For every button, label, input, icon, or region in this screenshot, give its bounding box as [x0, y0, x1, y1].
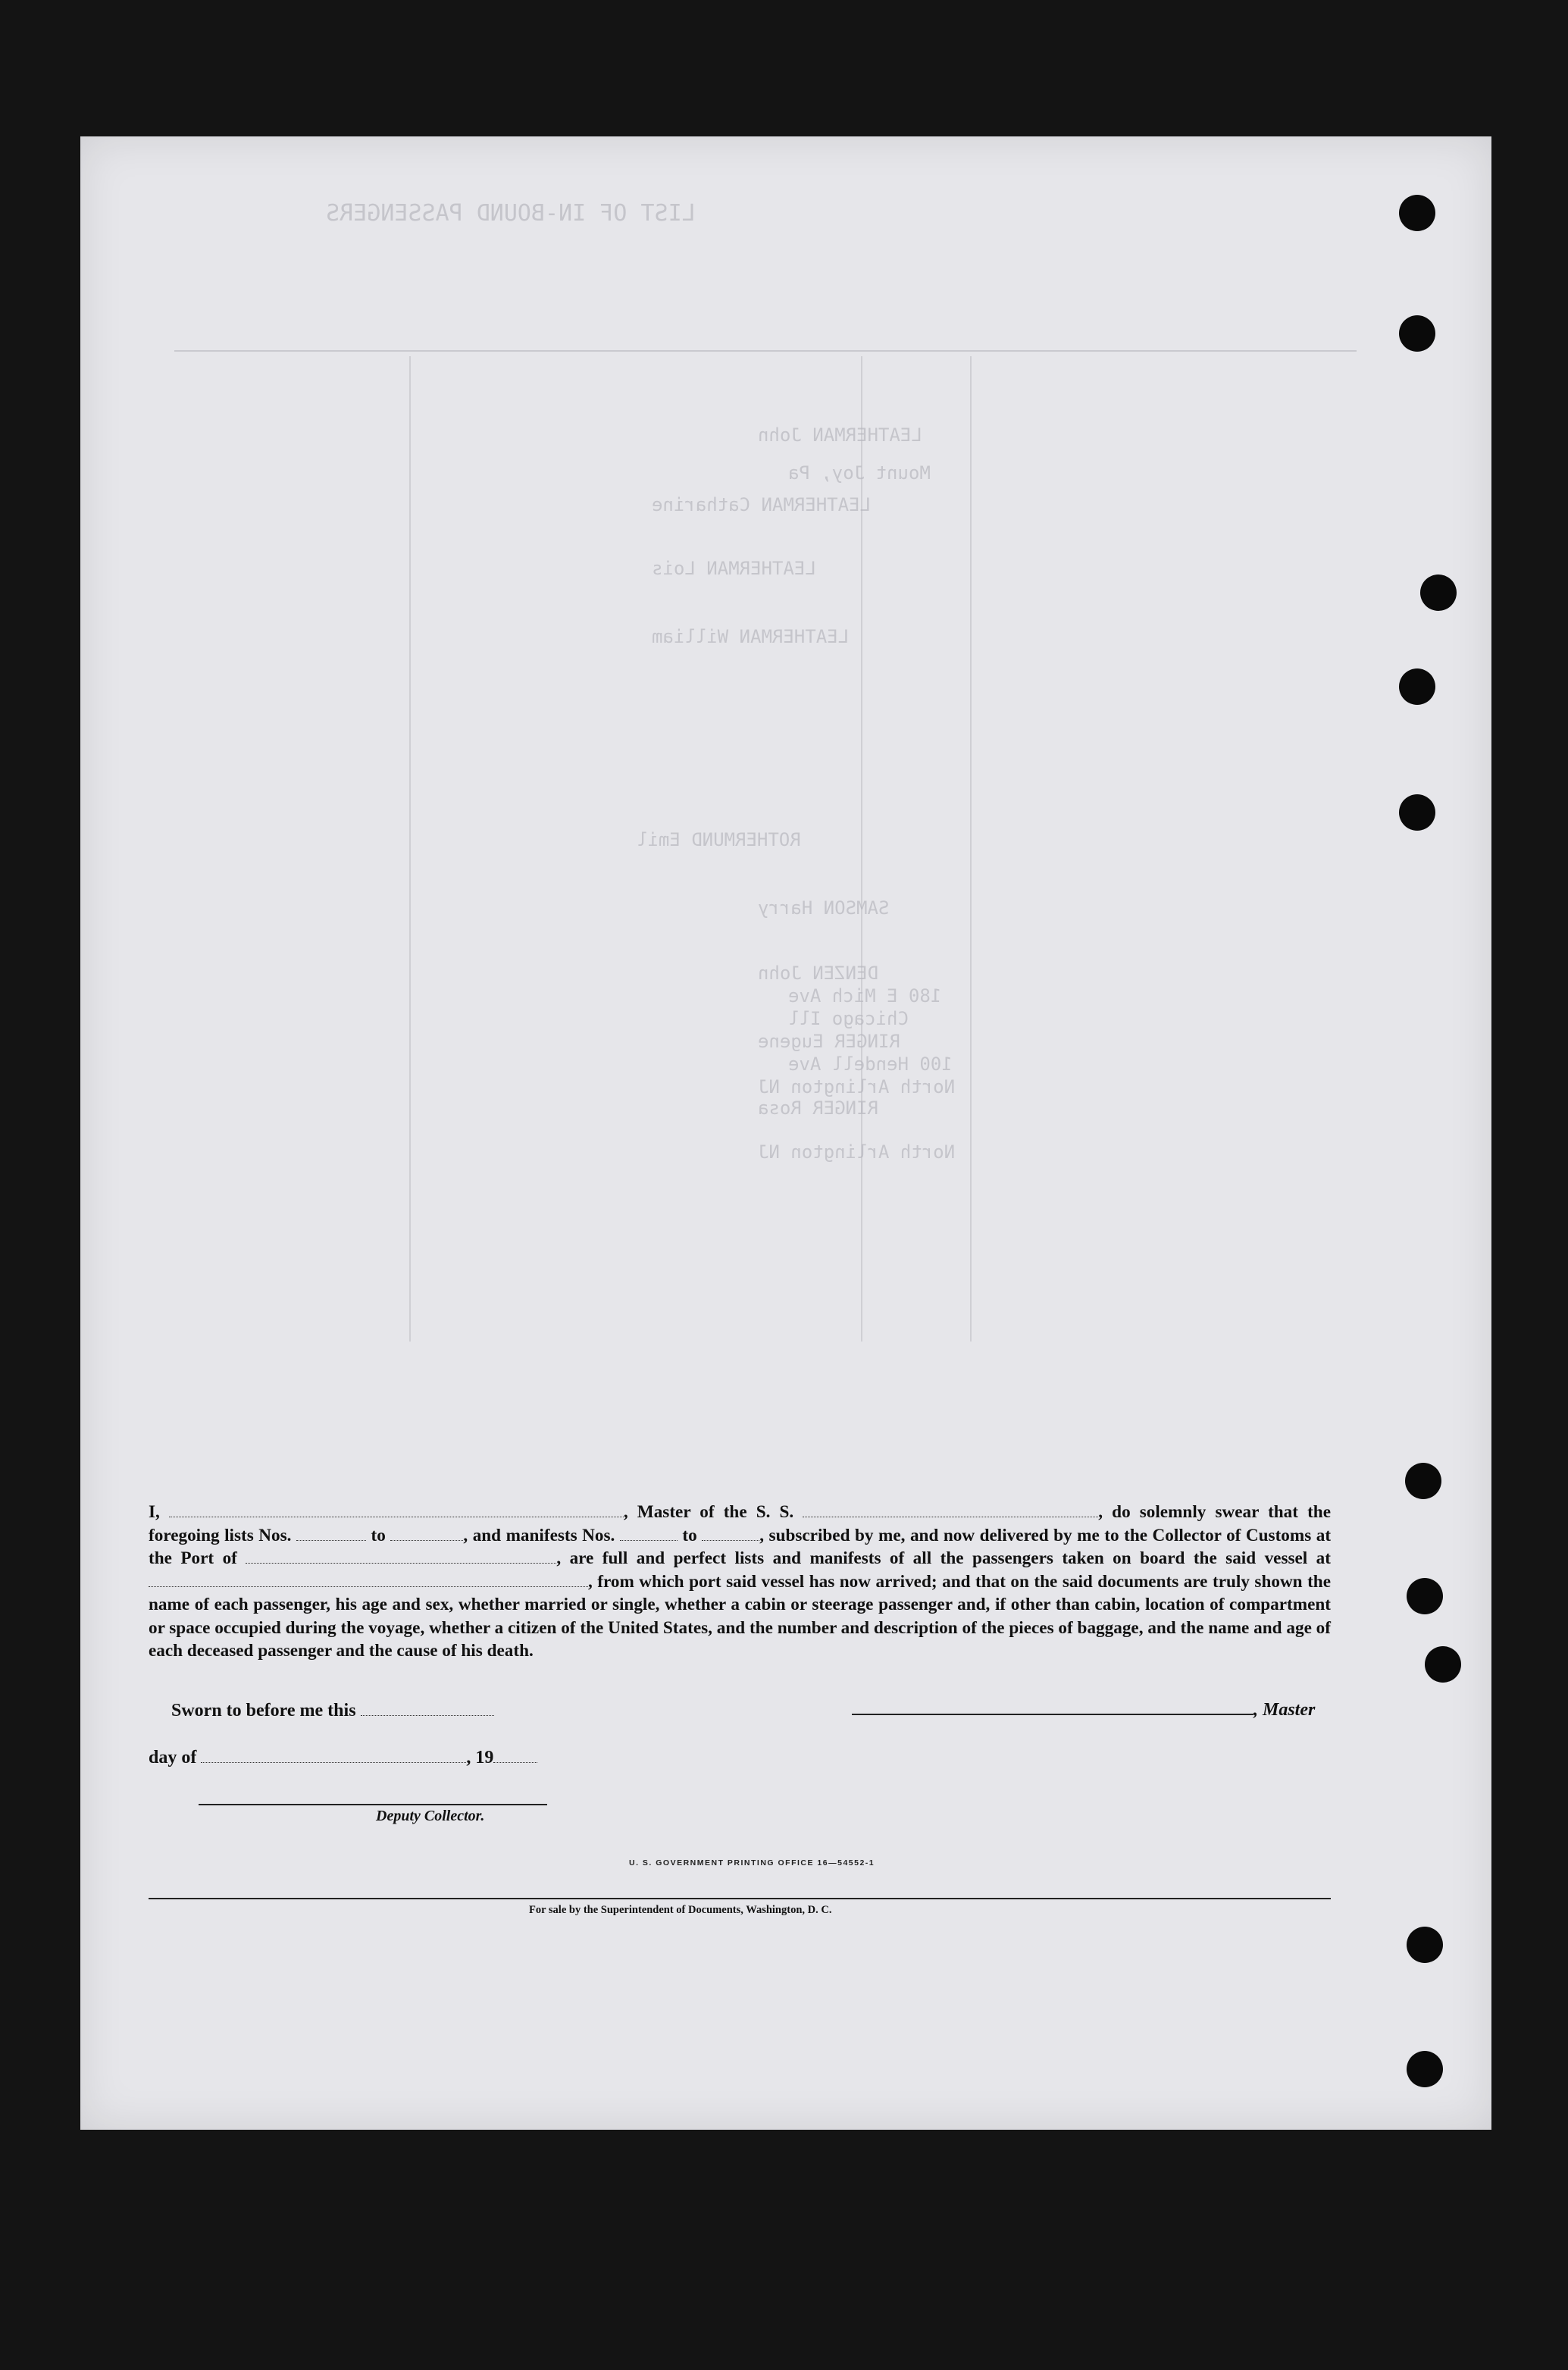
master-oath-paragraph: [149, 1501, 1331, 1663]
list-no-from-field[interactable]: [296, 1525, 366, 1541]
sale-notice: For sale by the Superintendent of Documents, Washington, D. C.: [529, 1904, 832, 1916]
ghost-entry: Mount Joy, Pa: [788, 462, 931, 484]
year-label: , 19: [466, 1748, 494, 1767]
manifest-no-to-field[interactable]: [702, 1525, 759, 1541]
ghost-entry: SAMSON Harry: [758, 897, 890, 919]
ghost-entry: RINGER Rosa: [758, 1097, 878, 1119]
year-field[interactable]: [493, 1747, 537, 1763]
oath-text: , do solemnly swear that the foregoing lists Nos.: [149, 1502, 1331, 1545]
day-label: day of: [149, 1748, 197, 1767]
printer-mark: U. S. GOVERNMENT PRINTING OFFICE 16—54552-1: [629, 1858, 875, 1868]
punch-hole: [1407, 2051, 1443, 2087]
punch-hole: [1425, 1646, 1461, 1683]
ghost-entry: 180 E Mich Ave: [788, 985, 942, 1007]
oath-text: , Master of the S. S.: [623, 1502, 794, 1522]
day-row: [149, 1747, 537, 1768]
divider: [149, 1898, 1331, 1899]
ghost-entry: LEATHERMAN Catharine: [652, 494, 871, 515]
oath-text: to: [371, 1525, 386, 1545]
oath-text: , from which port said vessel has now arrived; and that on the said documents are truly shown the name of each passenger, his age and sex, whether married or single, whether a cabin or steerage passenger and, if other than cabin, location of compartment or space occupied during the voyage, whether a citizen of the United States, and the number and description of the pieces of baggage, and the name and age of each deceased passenger and the cause of his death.: [149, 1571, 1331, 1661]
ghost-header: LIST OF IN-BOUND PASSENGERS: [326, 200, 696, 227]
punch-hole: [1399, 195, 1435, 231]
ghost-entry: RINGER Eugene: [758, 1031, 900, 1052]
ghost-entry: ROTHERMUND Emil: [637, 829, 801, 850]
oath-text: , and manifests Nos.: [463, 1525, 615, 1545]
punch-hole: [1405, 1463, 1441, 1499]
punch-hole: [1420, 574, 1457, 611]
punch-hole: [1399, 668, 1435, 705]
list-no-to-field[interactable]: [390, 1525, 463, 1541]
day-month-field[interactable]: [201, 1747, 466, 1763]
sworn-row: [171, 1700, 494, 1721]
ghost-entry: LEATHERMAN Lois: [652, 558, 816, 579]
ghost-entry: LEATHERMAN John: [758, 424, 922, 446]
ghost-rule: [970, 356, 972, 1342]
master-label: , Master: [1253, 1700, 1316, 1720]
ghost-entry: North Arlington NJ: [758, 1076, 956, 1097]
master-signature-row: [852, 1700, 1315, 1720]
ghost-rule: [409, 356, 411, 1342]
master-name-field[interactable]: [169, 1501, 624, 1517]
ghost-rule: [174, 350, 1357, 352]
master-signature-line[interactable]: [852, 1700, 1253, 1715]
oath-text: I,: [149, 1502, 160, 1522]
oath-text: , are full and perfect lists and manifests of all the passengers taken on board the said vessel at: [556, 1548, 1332, 1568]
ghost-entry: Chicago Ill: [788, 1008, 909, 1029]
oath-text: , subscribed by me, and now delivered by me to the Collector of Customs at the Port of: [149, 1525, 1332, 1568]
departure-port-field[interactable]: [149, 1571, 588, 1587]
manifest-no-from-field[interactable]: [620, 1525, 678, 1541]
sworn-date-field[interactable]: [361, 1700, 494, 1716]
deputy-signature-line[interactable]: [199, 1804, 547, 1805]
ghost-entry: North Arlington NJ: [758, 1141, 956, 1163]
punch-hole: [1399, 794, 1435, 831]
punch-hole: [1407, 1927, 1443, 1963]
ghost-entry: DENZEN John: [758, 963, 878, 984]
sworn-label: Sworn to before me this: [171, 1701, 356, 1720]
oath-text: to: [682, 1525, 697, 1545]
port-field[interactable]: [246, 1548, 556, 1564]
punch-hole: [1407, 1578, 1443, 1614]
vessel-name-field[interactable]: [803, 1501, 1098, 1517]
deputy-collector-label: Deputy Collector.: [376, 1808, 485, 1824]
ghost-entry: LEATHERMAN William: [652, 626, 850, 647]
punch-hole: [1399, 315, 1435, 352]
ghost-entry: 100 Hendell Ave: [788, 1054, 953, 1075]
